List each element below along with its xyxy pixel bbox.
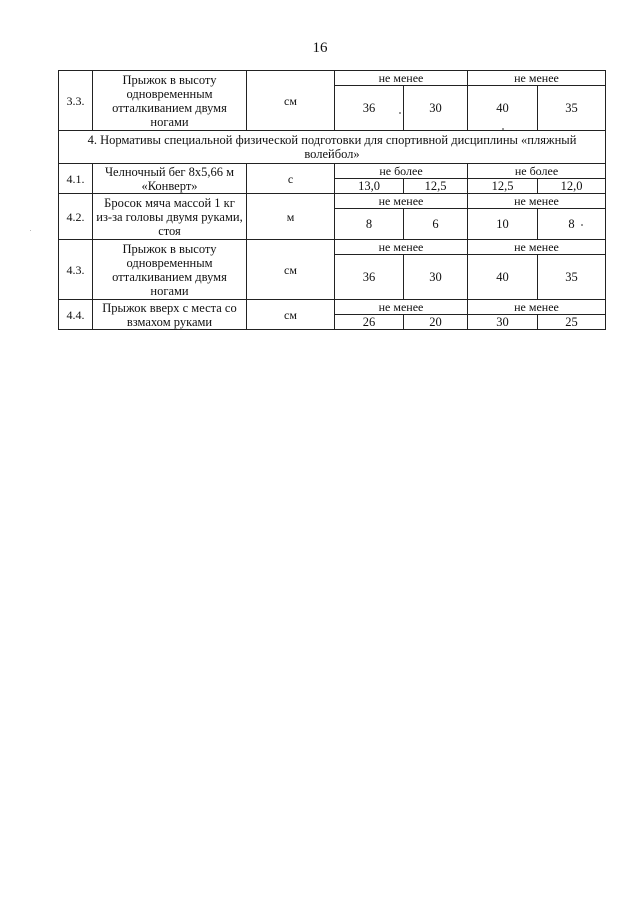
page-number: 16 <box>312 40 328 56</box>
value-cell: 40 <box>468 255 538 300</box>
row-number: 4.2. <box>59 194 93 240</box>
condition-cell: не менее <box>335 300 468 315</box>
value-cell: 12,0 <box>538 179 606 194</box>
table-row <box>59 71 606 86</box>
condition-cell: не менее <box>468 240 606 255</box>
value-cell: 10 <box>468 209 538 240</box>
row-number: 4.1. <box>59 164 93 194</box>
exercise-name: Челночный бег 8х5,66 м «Конверт» <box>93 164 247 194</box>
condition-cell: не менее <box>468 300 606 315</box>
value-cell: 40 <box>468 86 538 131</box>
value-cell: 35 <box>538 255 606 300</box>
value-cell: 30 <box>404 255 468 300</box>
condition-cell: не менее <box>468 71 606 86</box>
scan-mark <box>30 230 31 231</box>
unit-cell: с <box>247 164 335 194</box>
exercise-name: Прыжок в высоту одновременным отталкиванием двумя ногами <box>93 240 247 300</box>
table-row <box>59 240 606 255</box>
condition-cell: не менее <box>335 194 468 209</box>
exercise-name: Прыжок в высоту одновременным отталкиванием двумя ногами <box>93 71 247 131</box>
unit-cell: см <box>247 240 335 300</box>
value-cell: 30 <box>468 315 538 330</box>
exercise-name: Бросок мяча массой 1 кг из-за головы двумя руками, стоя <box>93 194 247 240</box>
row-number: 4.3. <box>59 240 93 300</box>
condition-cell: не менее <box>468 194 606 209</box>
condition-cell: не менее <box>335 71 468 86</box>
table-row <box>59 194 606 209</box>
condition-cell: не более <box>335 164 468 179</box>
value-cell: 12,5 <box>404 179 468 194</box>
value-cell: 8 <box>538 209 606 240</box>
condition-cell: не менее <box>335 240 468 255</box>
value-cell: 36 <box>335 86 404 131</box>
value-cell: 30 <box>404 86 468 131</box>
value-cell: 36 <box>335 255 404 300</box>
value-cell: 25 <box>538 315 606 330</box>
condition-cell: не более <box>468 164 606 179</box>
table-row <box>59 300 606 315</box>
exercise-name: Прыжок вверх с места со взмахом руками <box>93 300 247 330</box>
row-number: 4.4. <box>59 300 93 330</box>
unit-cell: м <box>247 194 335 240</box>
table-row <box>59 164 606 179</box>
value-cell: 13,0 <box>335 179 404 194</box>
unit-cell: см <box>247 71 335 131</box>
norms-table <box>58 70 606 330</box>
value-cell: 6 <box>404 209 468 240</box>
value-cell: 8 <box>335 209 404 240</box>
value-cell: 26 <box>335 315 404 330</box>
scan-speck <box>581 224 583 226</box>
value-cell: 35 <box>538 86 606 131</box>
value-cell: 12,5 <box>468 179 538 194</box>
section-title: 4. Нормативы специальной физической подготовки для спортивной дисциплины «пляжный волейбол» <box>59 131 606 164</box>
section-row <box>59 131 606 164</box>
unit-cell: см <box>247 300 335 330</box>
scan-speck <box>502 128 504 130</box>
value-cell: 20 <box>404 315 468 330</box>
row-number: 3.3. <box>59 71 93 131</box>
scan-speck <box>399 112 401 114</box>
